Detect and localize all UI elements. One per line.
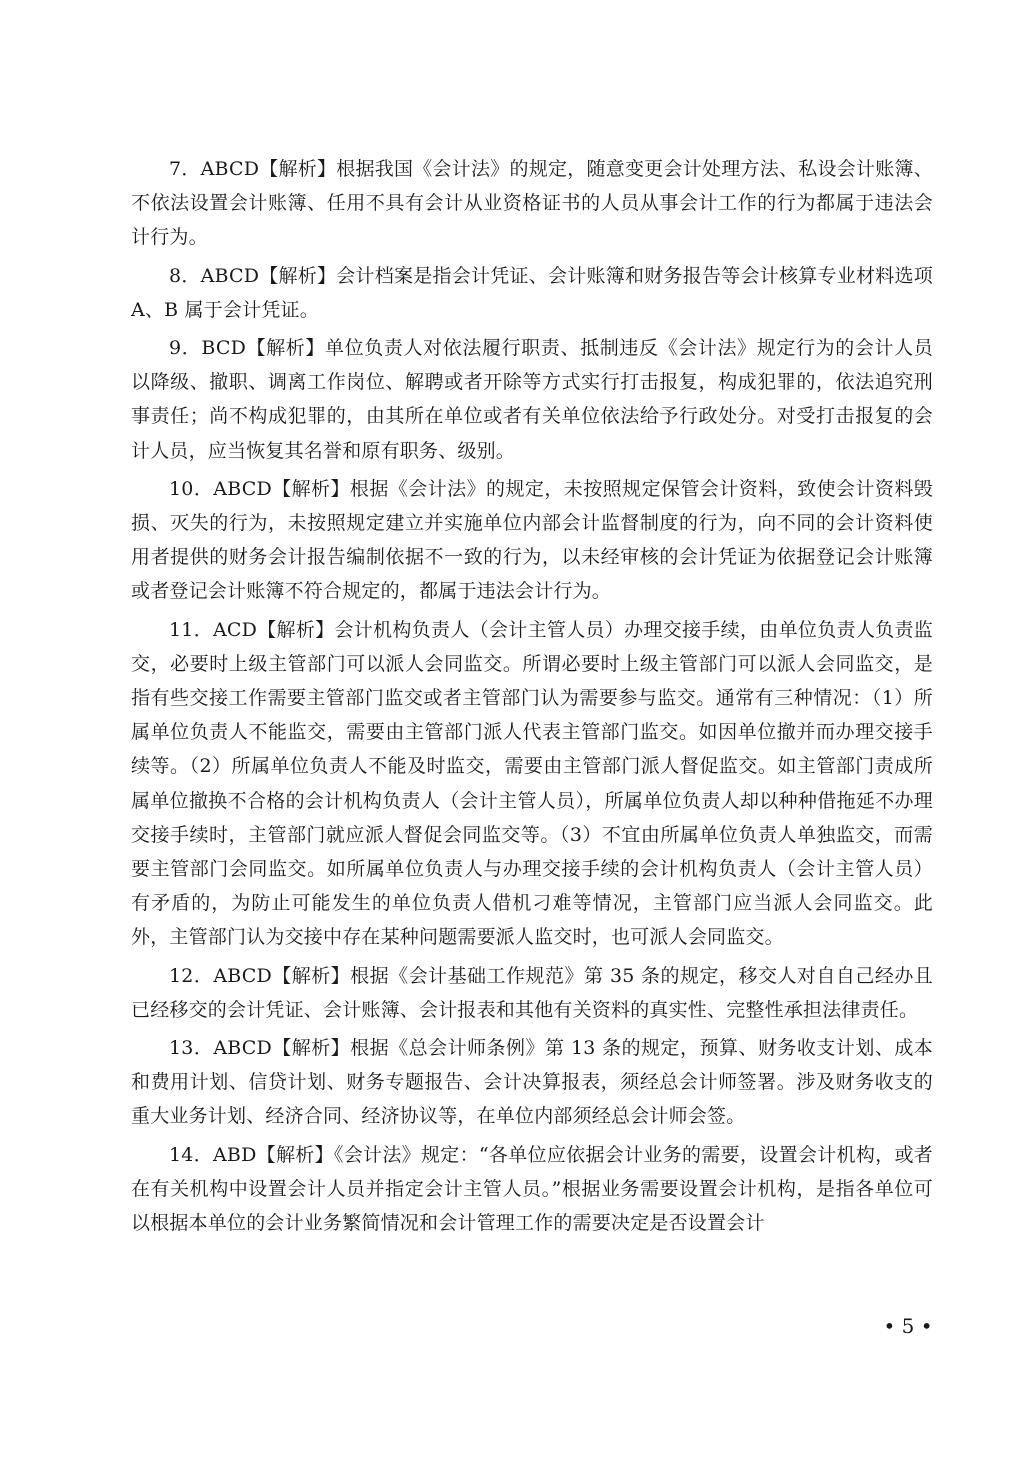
paragraph-item-9: 9．BCD【解析】单位负责人对依法履行职责、抵制违反《会计法》规定行为的会计人员以降级、撤职、调离工作岗位、解聘或者开除等方式实行打击报复，构成犯罪的，依法追究刑事责任；尚不构成犯罪的，由其所在单位或者有关单位依法给予行政处分。对受打击报复的会计人员，应当恢复其名誉和原有职务、级别。 bbox=[131, 337, 933, 462]
paragraph-item-11: 11．ACD【解析】会计机构负责人（会计主管人员）办理交接手续，由单位负责人负责监交，必要时上级主管部门可以派人会同监交。所谓必要时上级主管部门可以派人会同监交，是指有些交接工作需要主管部门监交或者主管部门认为需要参与监交。通常有三种情况：（1）所属单位负责人不能监交，需要由主管部门派人代表主管部门监交。如因单位撤并而办理交接手续等。（2）所属单位负责人不能及时监交，需要由主管部门派人督促监交。如主管部门责成所属单位撤换不合格的会计机构负责人（会计主管人员），所属单位负责人却以种种借拖延不办理交接手续时，主管部门就应派人督促会同监交等。（3）不宜由所属单位负责人单独监交，而需要主管部门会同监交。如所属单位负责人与办理交接手续的会计机构负责人（会计主管人员）有矛盾的，为防止可能发生的单位负责人借机刁难等情况，主管部门应当派人会同监交。此外，主管部门认为交接中存在某种问题需要派人监交时，也可派人会同监交。 bbox=[131, 618, 933, 949]
paragraph-item-12: 12．ABCD【解析】根据《会计基础工作规范》第 35 条的规定，移交人对自自己经办且已经移交的会计凭证、会计账簿、会计报表和其他有关资料的真实性、完整性承担法律责任。 bbox=[131, 964, 933, 1021]
answer-explanations bbox=[131, 152, 933, 1244]
paragraph-item-7: 7．ABCD【解析】根据我国《会计法》的规定，随意变更会计处理方法、私设会计账簿、不依法设置会计账簿、任用不具有会计从业资格证书的人员从事会计工作的行为都属于违法会计行为。 bbox=[131, 158, 933, 249]
page-number: • 5 • bbox=[883, 1314, 933, 1338]
paragraph-item-13: 13．ABCD【解析】根据《总会计师条例》第 13 条的规定，预算、财务收支计划、成本和费用计划、信贷计划、财务专题报告、会计决算报表，须经总会计师签署。涉及财务收支的重大业务计划、经济合同、经济协议等，在单位内部须经总会计师会签。 bbox=[131, 1037, 933, 1128]
paragraph-item-14: 14．ABD【解析】《会计法》规定：“各单位应依据会计业务的需要，设置会计机构，或者在有关机构中设置会计人员并指定会计主管人员。”根据业务需要设置会计机构，是指各单位可以根据本单位的会计业务繁简情况和会计管理工作的需要决定是否设置会计 bbox=[131, 1143, 933, 1235]
paragraph-item-8: 8．ABCD【解析】会计档案是指会计凭证、会计账簿和财务报告等会计核算专业材料选项 A、B 属于会计凭证。 bbox=[131, 264, 933, 321]
paragraph-item-10: 10．ABCD【解析】根据《会计法》的规定，未按照规定保管会计资料，致使会计资料毁损、灭失的行为，未按照规定建立并实施单位内部会计监督制度的行为，向不同的会计资料使用者提供的财务会计报告编制依据不一致的行为，以未经审核的会计凭证为依据登记会计账簿或者登记会计账簿不符合规定的，都属于违法会计行为。 bbox=[131, 477, 933, 603]
